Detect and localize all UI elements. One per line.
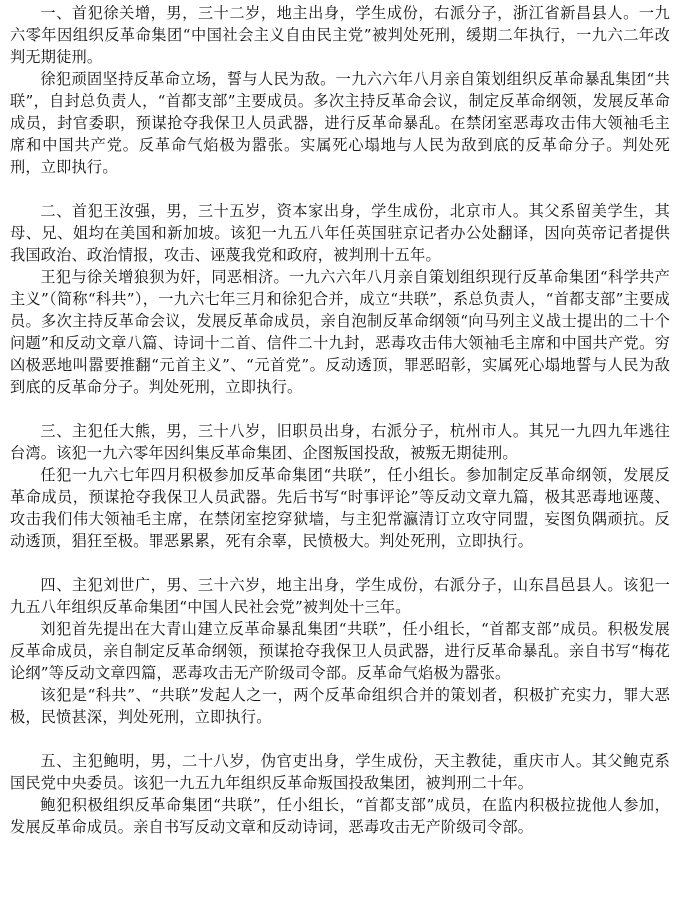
sentence-item-4 [10,574,670,728]
paragraph: 该犯是“科共”、“共联”发起人之一，两个反革命组织合并的策划者，积极扩充实力，罪大恶极，民愤甚深，判处死刑，立即执行。 [10,686,670,726]
paragraph: 王犯与徐关增狼狈为奸，同恶相济。一九六六年八月亲自策划组织现行反革命集团“科学共产主义”（简称“科共”），一九六七年三月和徐犯合并，成立“共联”，系总负责人，“首都支部”主要成员。多次主持反革命会议，发展反革命成员，亲自泡制反革命纲领“向马列主义战士提出的二十个问题”和反动文章八篇、诗词十二首、信件二十九封，恶毒攻击伟大领袖毛主席和中国共产党。穷凶极恶地叫嚣要推翻“元首主义”、“元首党”。反动透顶，罪恶昭彰，实属死心塌地誓与人民为敌到底的反革命分子。判处死刑，立即执行。 [10,268,670,396]
paragraph: 三、主犯任大熊，男，三十八岁，旧职员出身，右派分子，杭州市人。其兄一九四九年逃往台湾。该犯一九六零年因纠集反革命集团、企图叛国投敌，被叛无期徒刑。 [10,422,670,462]
paragraph: 五、主犯鲍明，男，二十八岁，伪官吏出身，学生成份，天主教徒，重庆市人。其父鲍克系国民党中央委员。该犯一九五九年组织反革命叛国投敌集团，被判刑二十年。 [10,752,670,792]
paragraph: 二、首犯王汝强，男，三十五岁，资本家出身，学生成份，北京市人。其父系留美学生，其母、兄、姐均在美国和新加坡。该犯一九五八年任英国驻京记者办公处翻译，因向英帝记者提供我国政治、政治情报，攻击、诬蔑我党和政府，被判刑十五年。 [10,202,670,264]
sentence-item-2 [10,200,670,398]
paragraph: 徐犯顽固坚持反革命立场，誓与人民为敌。一九六六年八月亲自策划组织反革命暴乱集团“共联”，自封总负责人，“首都支部”主要成员。多次主持反革命会议，制定反革命纲领，发展反革命成员，封官委职，预谋抢夺我保卫人员武器，进行反革命暴乱。在禁闭室恶毒攻击伟大领袖毛主席和中国共产党。反革命气焰极为嚣张。实属死心塌地与人民为敌到底的反革命分子。判处死刑，立即执行。 [10,70,670,176]
paragraph: 一、首犯徐关增，男，三十二岁，地主出身，学生成份，右派分子，浙江省新昌县人。一九六零年因组织反革命集团“中国社会主义自由民主党”被判处死刑，缓期二年执行，一九六二年改判无期徒刑。 [10,4,670,66]
paragraph: 刘犯首先提出在大青山建立反革命暴乱集团“共联”，任小组长，“首都支部”成员。积极发展反革命成员，亲自制定反革命纲领，预谋抢夺我保卫人员武器，进行反革命暴乱。亲自书写“梅花论纲”等反动文章四篇，恶毒攻击无产阶级司令部。反革命气焰极为嚣张。 [10,620,670,682]
paragraph: 鲍犯积极组织反革命集团“共联”，任小组长，“首都支部”成员，在监内积极拉拢他人参加，发展反革命成员。亲自书写反动文章和反动诗词，恶毒攻击无产阶级司令部。 [10,796,670,836]
sentence-item-1 [10,2,670,178]
paragraph: 四、主犯刘世广，男、三十六岁，地主出身，学生成份，右派分子，山东昌邑县人。该犯一九五八年组织反革命集团“中国人民社会党”被判处十三年。 [10,576,670,616]
paragraph: 任犯一九六七年四月积极参加反革命集团“共联”，任小组长。参加制定反革命纲领，发展反革命成员，预谋抢夺我保卫人员武器。先后书写“时事评论”等反动文章九篇，极其恶毒地诬蔑、攻击我们伟大领袖毛主席，在禁闭室挖穿狱墙，与主犯常瀛清订立攻守同盟，妄图负隅顽抗。反动透顶，猖狂至极。罪恶累累，死有余辜，民愤极大。判处死刑，立即执行。 [10,466,670,550]
sentence-item-3 [10,420,670,552]
sentence-item-5 [10,750,670,838]
